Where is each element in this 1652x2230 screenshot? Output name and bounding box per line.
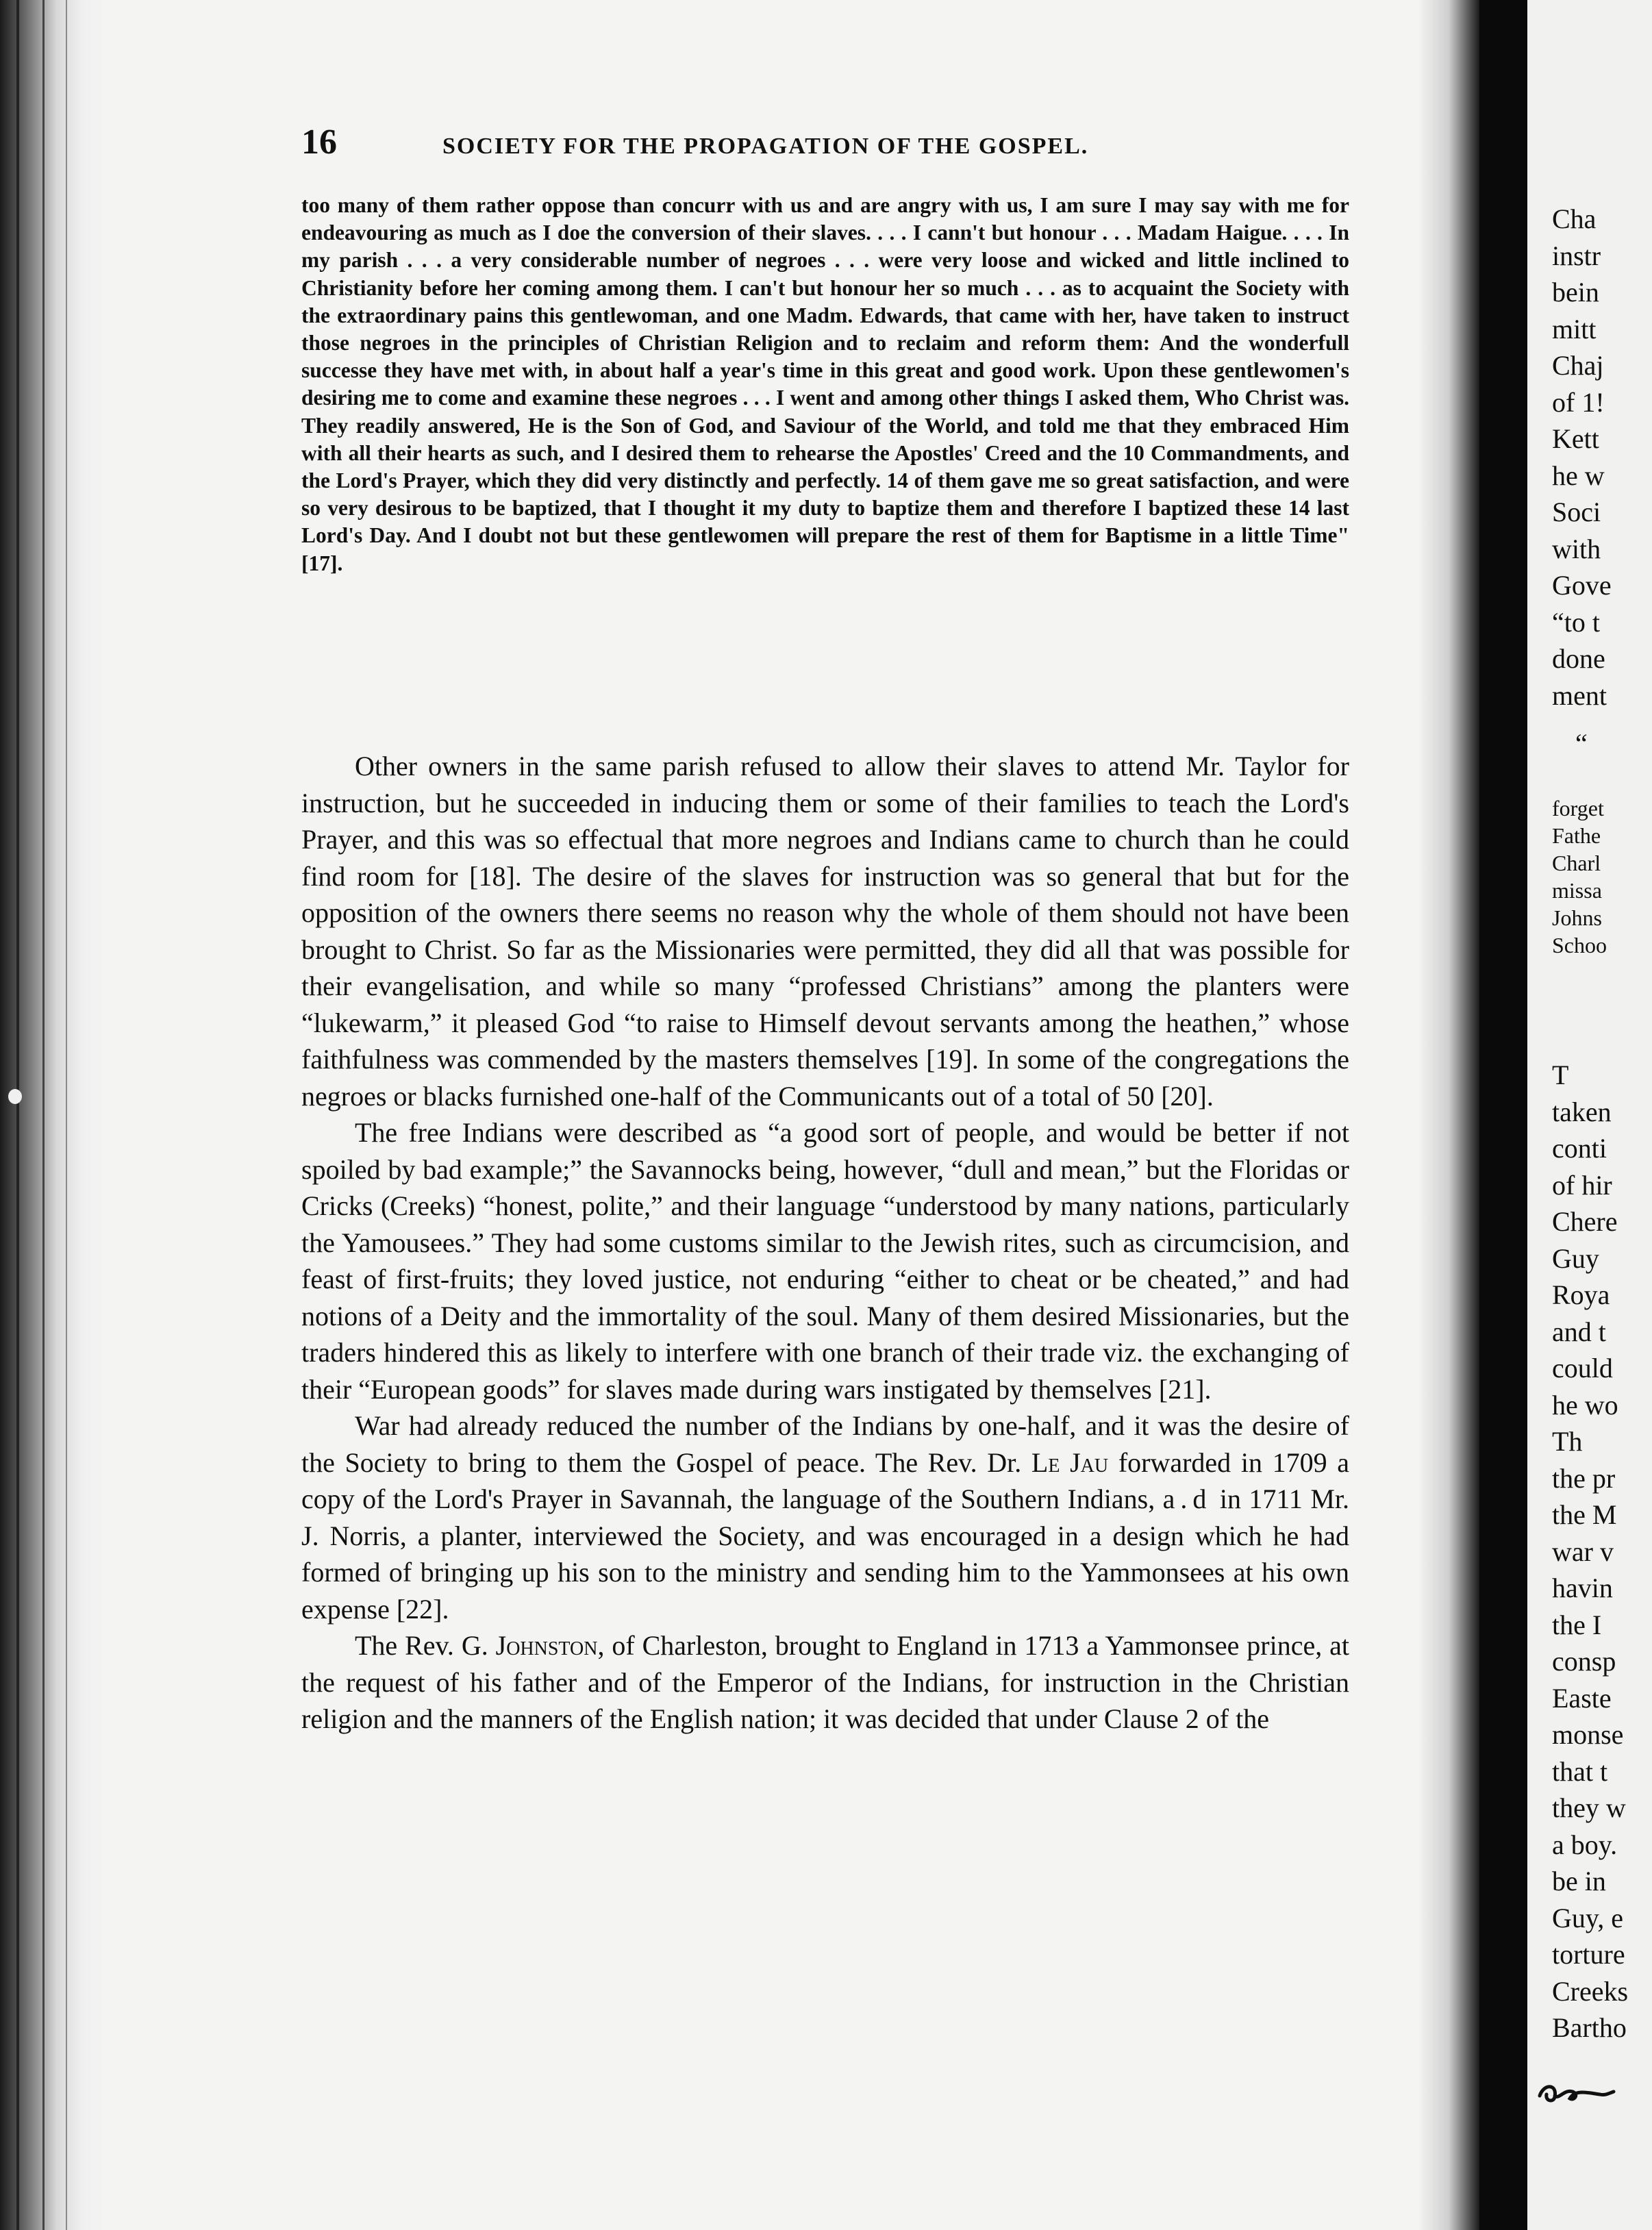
paragraph-text: forwarded in 1709 a copy of the Lord's Prayer in Savannah, the language of the Southern Indians, a . d in 1711 Mr. J. Norris, a planter, interviewed the Society, and was encouraged in a design which he had formed of bringing up his son to the ministry and sending him to the Yammonsees at his own expense [22].	[301, 1446, 1350, 1625]
gutter-mark	[8, 1089, 22, 1104]
adjacent-page-line: Johns	[1552, 905, 1602, 930]
adjacent-page-line: torture	[1552, 1939, 1625, 1970]
adjacent-page-line: Roya	[1552, 1279, 1610, 1310]
adjacent-page-line: consp	[1552, 1646, 1616, 1677]
adjacent-page-line: Chere	[1552, 1206, 1618, 1237]
adjacent-page-line: Guy	[1552, 1242, 1599, 1274]
person-name: Le Jau	[1031, 1446, 1109, 1478]
paragraph-text: , of Charleston, brought to England in 1713 a Yammonsee prince, at the request of his father and of the Emperor of the Indians, for instruction in the Christian religion and the manners of the English nation; it was decided that under Clause 2 of the	[301, 1630, 1349, 1734]
adjacent-page-line: the M	[1552, 1499, 1617, 1530]
adjacent-page-line: Soci	[1552, 497, 1601, 527]
adjacent-page-line: of 1!	[1552, 386, 1605, 418]
adjacent-page-line: a boy.	[1552, 1829, 1618, 1860]
adjacent-page-line: Cha	[1552, 203, 1597, 234]
running-head: SOCIETY FOR THE PROPAGATION OF THE GOSPEL.	[442, 134, 1089, 159]
page-header	[301, 122, 1342, 162]
adjacent-page-line: the pr	[1552, 1462, 1616, 1494]
adjacent-page-line: Kett	[1552, 423, 1599, 454]
adjacent-page	[1527, 0, 1652, 2230]
adjacent-page-line: forget	[1552, 796, 1604, 820]
page-number: 16	[301, 123, 337, 162]
spine-edge-line	[66, 0, 67, 2230]
paragraph-text: The Rev. G.	[355, 1630, 488, 1661]
book-spine	[0, 0, 103, 2230]
adjacent-page-line: Easte	[1552, 1682, 1612, 1714]
body-text	[301, 748, 1349, 1738]
adjacent-page-line: Guy, e	[1552, 1902, 1624, 1933]
spine-edge-line	[16, 0, 19, 2230]
adjacent-page-line: Creeks	[1552, 1975, 1629, 2007]
adjacent-page-line: with	[1552, 533, 1601, 564]
person-name: Johnston	[495, 1630, 598, 1661]
adjacent-page-line: Th	[1552, 1426, 1583, 1457]
adjacent-page-line: bein	[1552, 277, 1599, 308]
adjacent-page-line: T	[1552, 1060, 1569, 1090]
adjacent-page-line: ment	[1552, 679, 1607, 711]
quoted-letter: too many of them rather oppose than concurr with us and are angry with us, I am sure I may say with me for endeavouring as much as I doe the conversion of their slaves. . . . I cann't but honour . . . Madam Haigue. . . . In my parish . . . a very considerable number of negroes . . . were very loose and wicked and little inclined to Christianity before her coming among them. I can't but honour her so much . . . as to acquaint the Society with the extraordinary pains this gentlewoman, and one Madm. Edwards, that came with her, have taken to instruct those negroes in the principles of Christian Religion and to reclaim and reform them: And the wonderfull successe they have met with, in about half a year's time in this great and good work. Upon these gentlewomen's desiring me to come and examine these negroes . . . I went and among other things I asked them, Who Christ was. They readily answered, He is the Son of God, and Saviour of the World, and told me that they embraced Him with all their hearts as such, and I desired them to rehearse the Apostles' Creed and the 10 Commandments, and the Lord's Prayer, which they did very distinctly and perfectly. 14 of them gave me so great satisfaction, and were so very desirous to be baptized, that I thought it my duty to baptize them and therefore I baptized these 14 last Lord's Day. And I doubt not but these gentlewomen will prepare the rest of them for Baptisme in a little Time" [17].	[301, 193, 1349, 575]
adjacent-page-line: Bartho	[1552, 2012, 1627, 2043]
handwritten-mark	[1534, 2068, 1616, 2109]
adjacent-page-line: he w	[1552, 460, 1605, 491]
adjacent-page-line: monse	[1552, 1719, 1624, 1750]
adjacent-page-line: they w	[1552, 1792, 1626, 1823]
adjacent-quote-mark: “	[1575, 728, 1588, 759]
adjacent-page-line: be in	[1552, 1866, 1606, 1896]
adjacent-page-line: conti	[1552, 1133, 1607, 1164]
adjacent-page-line: of hir	[1552, 1169, 1612, 1201]
page-edge-shadow	[1418, 0, 1479, 2230]
adjacent-page-line: could	[1552, 1353, 1613, 1383]
adjacent-page-line: instr	[1552, 240, 1601, 271]
adjacent-page-line: Chaj	[1552, 350, 1604, 381]
adjacent-page-line: mitt	[1552, 313, 1597, 344]
paragraph-text: War had already reduced the number of the Indians by one-half, and it was the desire of the Society to bring to them the Gospel of peace. The Rev. Dr.	[301, 1410, 1349, 1478]
adjacent-page-line: that t	[1552, 1755, 1608, 1787]
paragraph: The free Indians were described as “a good sort of people, and would be better if not spoiled by bad example;” the Savannocks being, however, “dull and mean,” but the Floridas or Cricks (Creeks) “honest, polite,” and their language “understood by many nations, particularly the Yamousees.” They had some customs similar to the Jewish rites, such as circumcision, and feast of first-fruits; they loved justice, not enduring “either to cheat or be cheated,” and had notions of a Deity and the immortality of the soul. Many of them desired Missionaries, but the traders hindered this as likely to interfere with one branch of their trade viz. the exchanging of their “European goods” for slaves made during wars instigated by themselves [21].	[301, 1117, 1349, 1405]
spine-edge-line	[42, 0, 45, 2230]
page-gap	[1479, 0, 1527, 2230]
adjacent-page-line: Gove	[1552, 570, 1612, 601]
paragraph	[301, 1627, 1349, 1738]
adjacent-page-line: Charl	[1552, 851, 1601, 875]
adjacent-page-line: Schoo	[1552, 933, 1607, 957]
adjacent-page-line: Fathe	[1552, 823, 1601, 848]
paragraph	[301, 1407, 1349, 1627]
adjacent-page-line: “to t	[1552, 606, 1600, 638]
adjacent-page-line: havin	[1552, 1573, 1613, 1603]
paragraph: Other owners in the same parish refused to allow their slaves to attend Mr. Taylor for instruction, but he succeeded in inducing them or some of their families to teach the Lord's Prayer, and this was so effectual that more negroes and Indians came to church than he could find room for [18]. The desire of the slaves for instruction was so general that but for the opposition of the owners there seems no reason why the whole of them should not have been brought to Christ. So far as the Missionaries were permitted, they did all that was possible for their evangelisation, and while so many “professed Christians” among the planters were “lukewarm,” it pleased God “to raise to Himself devout servants among the heathen,” whose faithfulness was commended by the masters themselves [19]. In some of the congregations the negroes or blacks furnished one-half of the Communicants out of a total of 50 [20].	[301, 751, 1349, 1112]
adjacent-page-line: he wo	[1552, 1389, 1618, 1420]
adjacent-page-line: missa	[1552, 878, 1602, 903]
adjacent-page-line: and t	[1552, 1316, 1606, 1347]
adjacent-page-line: the I	[1552, 1609, 1602, 1640]
adjacent-page-line: war v	[1552, 1536, 1614, 1567]
adjacent-page-line: done	[1552, 643, 1605, 674]
adjacent-page-line: taken	[1552, 1096, 1612, 1127]
